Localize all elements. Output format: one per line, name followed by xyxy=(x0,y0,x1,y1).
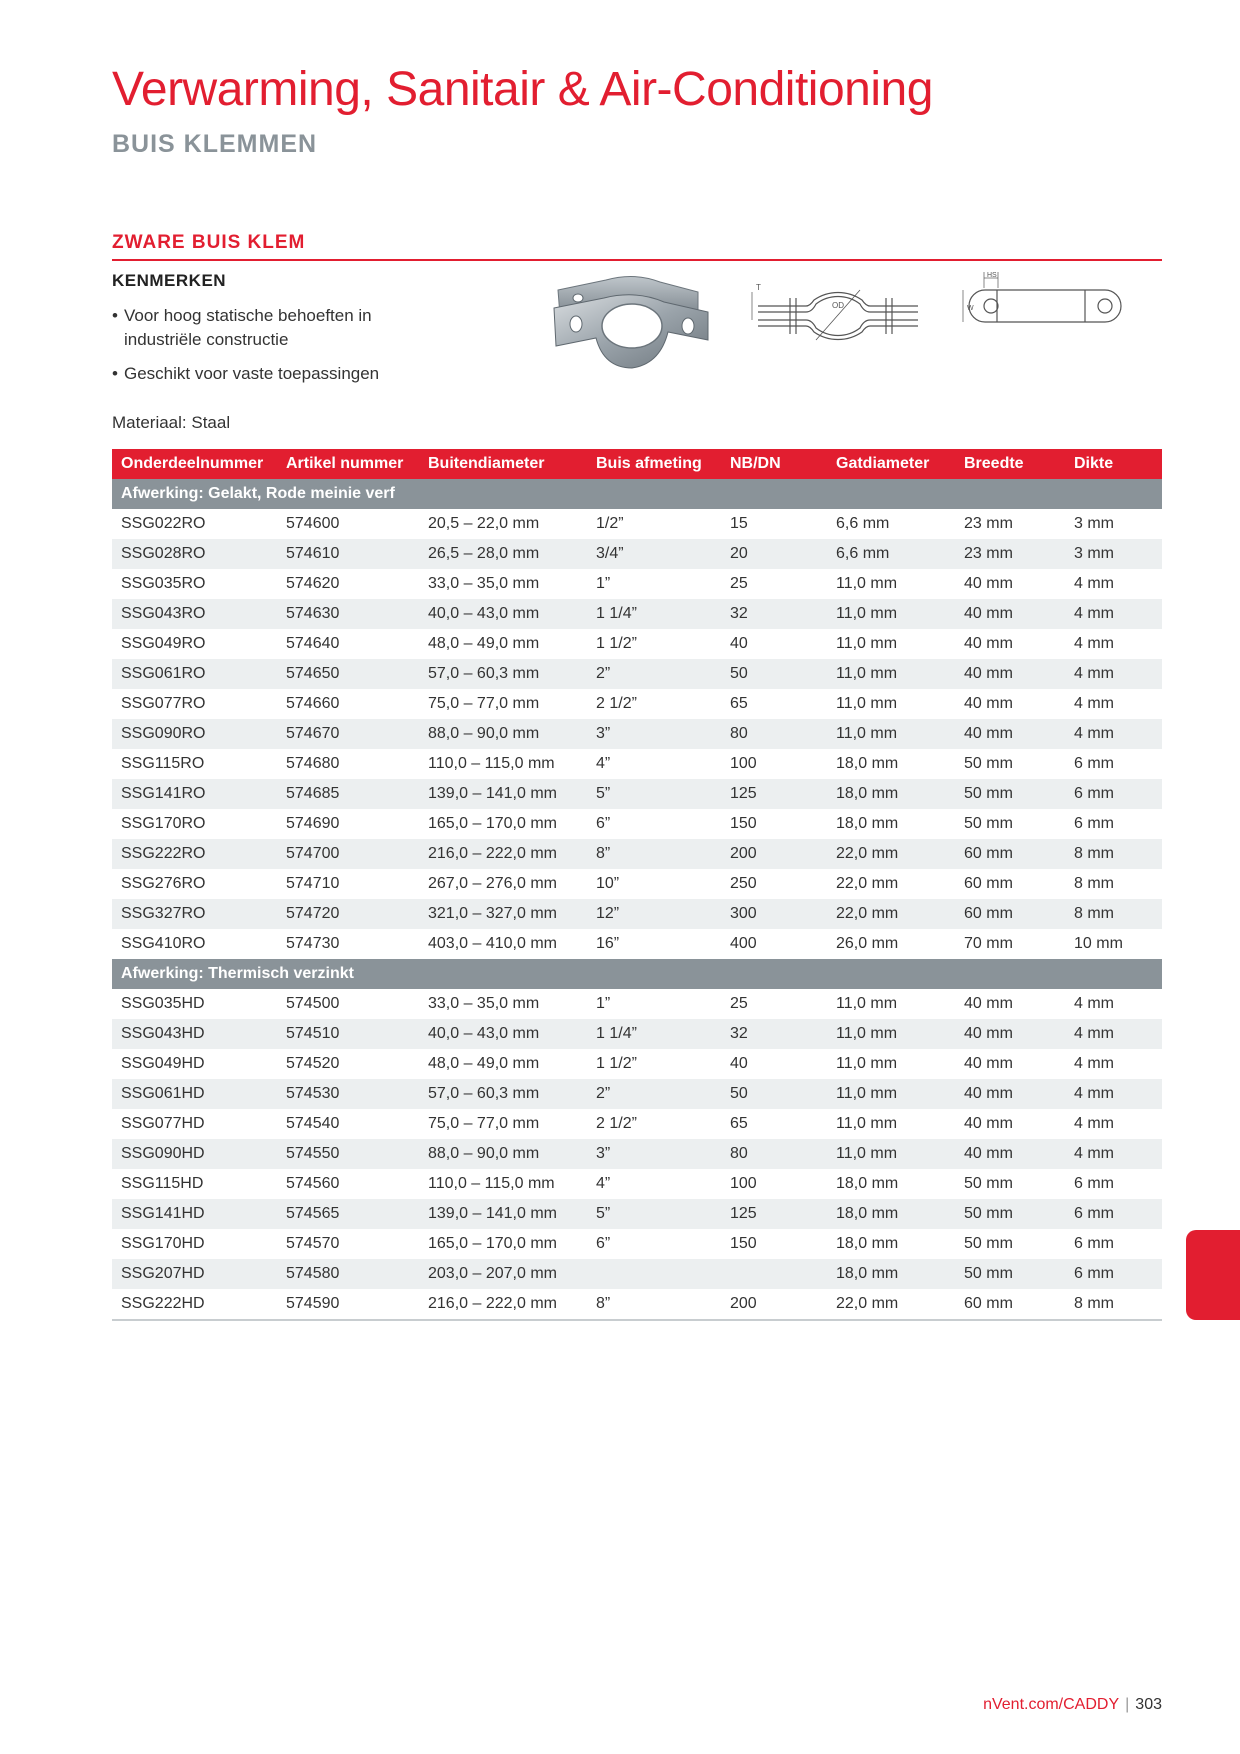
table-cell: 40 xyxy=(730,635,748,652)
table-cell: 11,0 mm xyxy=(836,1055,898,1072)
table-cell: 26,0 mm xyxy=(836,935,899,952)
table-cell: 3” xyxy=(587,1139,721,1169)
table-cell: 11,0 mm xyxy=(827,599,955,629)
table-cell: 33,0 – 35,0 mm xyxy=(428,575,540,592)
table-cell: 2 1/2” xyxy=(596,695,637,712)
table-cell: 8 mm xyxy=(1065,839,1162,869)
table-cell: 8 mm xyxy=(1065,899,1162,929)
table-cell: SSG222RO xyxy=(112,839,277,869)
spec-table xyxy=(112,449,1162,1321)
table-cell: 40 mm xyxy=(955,599,1065,629)
table-cell: 6 mm xyxy=(1065,1259,1162,1289)
table-cell xyxy=(721,1259,827,1289)
group-header-row xyxy=(112,959,1162,989)
group-label: Afwerking: Thermisch verzinkt xyxy=(112,959,1162,989)
clamp-side-diagram xyxy=(748,268,928,363)
hs-label: HS xyxy=(987,272,997,279)
table-cell: 4” xyxy=(596,755,611,772)
table-cell: 80 xyxy=(721,1139,827,1169)
table-cell: 574650 xyxy=(277,659,419,689)
section-tab-marker xyxy=(1186,1230,1240,1320)
table-row xyxy=(112,1019,1162,1049)
table-cell: 1 1/4” xyxy=(587,1019,721,1049)
feature-item: • Geschikt voor vaste toepassingen xyxy=(112,362,442,386)
table-cell: 4 mm xyxy=(1065,1079,1162,1109)
table-cell: 11,0 mm xyxy=(827,1079,955,1109)
page-subtitle: BUIS KLEMMEN xyxy=(112,130,318,158)
table-cell: 574500 xyxy=(286,995,340,1012)
table-cell: 139,0 – 141,0 mm xyxy=(419,779,587,809)
table-cell: SSG090RO xyxy=(112,719,277,749)
table-cell: SSG043RO xyxy=(112,599,277,629)
table-cell: 40 mm xyxy=(964,575,1013,592)
table-cell: 60 mm xyxy=(955,839,1065,869)
table-cell: 574700 xyxy=(277,839,419,869)
table-cell: 11,0 mm xyxy=(836,1115,898,1132)
table-cell: 57,0 – 60,3 mm xyxy=(419,659,587,689)
table-row xyxy=(112,1139,1162,1169)
table-cell: 40 mm xyxy=(964,635,1013,652)
table-cell: 574590 xyxy=(277,1289,419,1320)
table-cell: 50 xyxy=(721,659,827,689)
table-cell: 22,0 mm xyxy=(827,899,955,929)
table-cell: 40 mm xyxy=(955,1019,1065,1049)
table-cell: 18,0 mm xyxy=(836,815,899,832)
table-cell: 4 mm xyxy=(1065,659,1162,689)
page-number: 303 xyxy=(1135,1696,1162,1713)
page-title: Verwarming, Sanitair & Air-Conditioning xyxy=(112,63,933,116)
table-cell: 139,0 – 141,0 mm xyxy=(419,1199,587,1229)
table-cell: 6,6 mm xyxy=(836,515,890,532)
table-cell: 6 mm xyxy=(1065,1199,1162,1229)
table-cell: 18,0 mm xyxy=(827,779,955,809)
table-cell: 6” xyxy=(596,815,611,832)
table-cell: 40,0 – 43,0 mm xyxy=(419,599,587,629)
table-row xyxy=(112,599,1162,629)
table-cell: 216,0 – 222,0 mm xyxy=(419,1289,587,1320)
column-header: Onderdeelnummer xyxy=(112,449,277,479)
table-cell: 32 xyxy=(721,1019,827,1049)
table-cell: 574620 xyxy=(286,575,340,592)
table-cell: 1/2” xyxy=(596,515,624,532)
table-cell: 60 mm xyxy=(955,899,1065,929)
column-header: Buis afmeting xyxy=(587,449,721,479)
table-cell: 75,0 – 77,0 mm xyxy=(428,695,540,712)
table-row xyxy=(112,869,1162,899)
table-cell: 403,0 – 410,0 mm xyxy=(428,935,557,952)
table-cell: SSG028RO xyxy=(112,539,277,569)
table-cell: SSG327RO xyxy=(112,899,277,929)
group-header-row xyxy=(112,479,1162,509)
table-row xyxy=(112,1049,1162,1079)
table-cell: 3/4” xyxy=(587,539,721,569)
table-cell: 50 mm xyxy=(964,1235,1013,1252)
table-body xyxy=(112,479,1162,1320)
table-cell: 321,0 – 327,0 mm xyxy=(419,899,587,929)
group-label: Afwerking: Gelakt, Rode meinie verf xyxy=(112,479,1162,509)
features-heading: KENMERKEN xyxy=(112,271,227,290)
table-cell: 300 xyxy=(721,899,827,929)
table-cell: 574600 xyxy=(286,515,340,532)
table-cell: SSG077RO xyxy=(121,695,206,712)
table-cell: 267,0 – 276,0 mm xyxy=(428,875,557,892)
table-cell: 150 xyxy=(730,1235,757,1252)
table-cell: 574530 xyxy=(277,1079,419,1109)
table-cell: SSG410RO xyxy=(121,935,206,952)
table-cell: SSG035HD xyxy=(121,995,205,1012)
table-cell: 574610 xyxy=(277,539,419,569)
table-cell: 6,6 mm xyxy=(827,539,955,569)
table-cell: 574520 xyxy=(286,1055,340,1072)
table-cell: 11,0 mm xyxy=(836,575,898,592)
table-cell: SSG061RO xyxy=(112,659,277,689)
table-cell: SSG061HD xyxy=(112,1079,277,1109)
table-cell: SSG035RO xyxy=(121,575,206,592)
table-cell: 6 mm xyxy=(1074,815,1114,832)
table-cell: SSG049HD xyxy=(121,1055,205,1072)
table-cell: 11,0 mm xyxy=(836,995,898,1012)
table-cell: SSG276RO xyxy=(121,875,206,892)
table-cell: 574560 xyxy=(286,1175,340,1192)
table-cell: 4 mm xyxy=(1065,599,1162,629)
table-cell: SSG115HD xyxy=(121,1175,204,1192)
table-cell: 50 mm xyxy=(964,755,1013,772)
table-cell: 40 mm xyxy=(955,719,1065,749)
table-cell: 50 mm xyxy=(964,1175,1013,1192)
table-cell: 40 mm xyxy=(964,1115,1013,1132)
table-cell: 25 xyxy=(730,995,748,1012)
table-cell: 40 mm xyxy=(955,659,1065,689)
column-header: Artikel nummer xyxy=(277,449,419,479)
table-cell: 26,5 – 28,0 mm xyxy=(419,539,587,569)
table-cell: 3 mm xyxy=(1065,539,1162,569)
table-cell: 2” xyxy=(587,1079,721,1109)
table-cell: 4 mm xyxy=(1065,1019,1162,1049)
table-cell: 574710 xyxy=(286,875,340,892)
table-cell: 18,0 mm xyxy=(827,1259,955,1289)
column-header: Dikte xyxy=(1065,449,1162,479)
table-cell: 165,0 – 170,0 mm xyxy=(428,1235,557,1252)
table-row xyxy=(112,1289,1162,1320)
table-cell: 23 mm xyxy=(955,539,1065,569)
table-row xyxy=(112,689,1162,719)
table-cell: 4” xyxy=(596,1175,611,1192)
table-row xyxy=(112,1229,1162,1259)
table-cell: 80 xyxy=(721,719,827,749)
table-cell: SSG170RO xyxy=(121,815,206,832)
table-cell: 6 mm xyxy=(1074,1175,1114,1192)
table-cell: 574540 xyxy=(286,1115,340,1132)
table-cell: 10 mm xyxy=(1074,935,1123,952)
table-row xyxy=(112,809,1162,839)
table-cell: 18,0 mm xyxy=(827,1199,955,1229)
table-cell: 50 mm xyxy=(955,1199,1065,1229)
table-cell: 2” xyxy=(587,659,721,689)
table-cell: 574550 xyxy=(277,1139,419,1169)
table-cell: 22,0 mm xyxy=(827,839,955,869)
table-cell: 60 mm xyxy=(955,1289,1065,1320)
table-cell: 8” xyxy=(587,1289,721,1320)
table-cell: 88,0 – 90,0 mm xyxy=(419,1139,587,1169)
table-cell: 70 mm xyxy=(964,935,1013,952)
table-cell: 203,0 – 207,0 mm xyxy=(419,1259,587,1289)
footer-separator: | xyxy=(1125,1696,1130,1713)
table-row xyxy=(112,1079,1162,1109)
table-cell: SSG141HD xyxy=(112,1199,277,1229)
table-cell: 33,0 – 35,0 mm xyxy=(428,995,540,1012)
table-cell: 32 xyxy=(721,599,827,629)
table-cell: 574685 xyxy=(277,779,419,809)
table-cell: 100 xyxy=(730,755,757,772)
table-cell: 6 mm xyxy=(1065,779,1162,809)
feature-item: • Voor hoog statische behoeften in industriële constructie xyxy=(112,304,442,352)
table-cell: 50 xyxy=(721,1079,827,1109)
features-list xyxy=(112,304,442,396)
table-cell: 574680 xyxy=(286,755,340,772)
table-cell: SSG043HD xyxy=(112,1019,277,1049)
section-divider xyxy=(112,259,1162,261)
column-header: Breedte xyxy=(955,449,1065,479)
table-cell: 125 xyxy=(721,779,827,809)
table-cell: 8 mm xyxy=(1065,1289,1162,1320)
page-footer xyxy=(983,1696,1162,1714)
table-cell: 60 mm xyxy=(964,875,1013,892)
material-text: Materiaal: Staal xyxy=(112,413,231,432)
table-cell: 12” xyxy=(587,899,721,929)
table-row xyxy=(112,749,1162,779)
table-cell: 200 xyxy=(721,1289,827,1320)
table-row xyxy=(112,719,1162,749)
table-cell: 5” xyxy=(587,1199,721,1229)
table-row xyxy=(112,1109,1162,1139)
table-cell: 65 xyxy=(730,695,748,712)
table-cell: SSG170HD xyxy=(121,1235,205,1252)
table-cell: 574690 xyxy=(286,815,340,832)
table-cell: 88,0 – 90,0 mm xyxy=(419,719,587,749)
table-cell: 1 1/2” xyxy=(596,635,637,652)
table-cell: 10” xyxy=(596,875,620,892)
table-cell: 16” xyxy=(596,935,620,952)
t-label: T xyxy=(756,283,761,292)
table-cell: 110,0 – 115,0 mm xyxy=(428,1175,555,1192)
table-cell: 100 xyxy=(730,1175,757,1192)
table-row xyxy=(112,1199,1162,1229)
table-row xyxy=(112,569,1162,599)
table-cell: 23 mm xyxy=(964,515,1013,532)
table-cell: 574580 xyxy=(277,1259,419,1289)
table-cell: 22,0 mm xyxy=(836,875,899,892)
table-cell: 574510 xyxy=(277,1019,419,1049)
table-header-row xyxy=(112,449,1162,479)
table-cell: 48,0 – 49,0 mm xyxy=(428,635,540,652)
table-cell: 4 mm xyxy=(1065,1139,1162,1169)
footer-link[interactable]: nVent.com/CADDY xyxy=(983,1696,1120,1713)
table-row xyxy=(112,929,1162,959)
column-header: Buitendiameter xyxy=(419,449,587,479)
table-cell: 4 mm xyxy=(1074,1115,1114,1132)
table-cell: 2 1/2” xyxy=(596,1115,637,1132)
table-cell: 574640 xyxy=(286,635,340,652)
table-cell: 574660 xyxy=(286,695,340,712)
table-cell: 574570 xyxy=(286,1235,340,1252)
table-cell: 50 mm xyxy=(955,1259,1065,1289)
table-row xyxy=(112,509,1162,539)
table-cell: 200 xyxy=(721,839,827,869)
table-cell: 65 xyxy=(730,1115,748,1132)
table-cell: 6 mm xyxy=(1074,755,1114,772)
table-row xyxy=(112,899,1162,929)
table-cell: 125 xyxy=(721,1199,827,1229)
table-cell: 20,5 – 22,0 mm xyxy=(428,515,540,532)
table-cell: 40 mm xyxy=(964,695,1013,712)
table-cell: 4 mm xyxy=(1074,995,1114,1012)
table-cell: SSG049RO xyxy=(121,635,206,652)
table-cell: 57,0 – 60,3 mm xyxy=(419,1079,587,1109)
product-title: ZWARE BUIS KLEM xyxy=(112,232,306,253)
table-cell: 3 mm xyxy=(1074,515,1114,532)
table-cell: 4 mm xyxy=(1074,575,1114,592)
table-row xyxy=(112,539,1162,569)
table-cell: 8” xyxy=(587,839,721,869)
table-row xyxy=(112,839,1162,869)
table-cell: 11,0 mm xyxy=(827,719,955,749)
table-cell: 11,0 mm xyxy=(827,1139,955,1169)
table-cell: 574630 xyxy=(277,599,419,629)
table-cell: 11,0 mm xyxy=(827,1019,955,1049)
table-cell: 25 xyxy=(730,575,748,592)
table-cell: SSG115RO xyxy=(121,755,205,772)
table-cell: 48,0 – 49,0 mm xyxy=(428,1055,540,1072)
table-cell: 110,0 – 115,0 mm xyxy=(428,755,555,772)
table-cell: 574670 xyxy=(277,719,419,749)
table-cell: 1” xyxy=(596,575,611,592)
table-cell: 18,0 mm xyxy=(836,1235,899,1252)
table-cell: 3” xyxy=(587,719,721,749)
table-cell: SSG207HD xyxy=(112,1259,277,1289)
table-cell: 22,0 mm xyxy=(827,1289,955,1320)
w-label: W xyxy=(967,305,974,312)
table-cell: 6” xyxy=(596,1235,611,1252)
pipe-clamp-photo xyxy=(548,268,718,376)
table-cell: 6 mm xyxy=(1074,1235,1114,1252)
table-cell: 574730 xyxy=(286,935,340,952)
column-header: NB/DN xyxy=(721,449,827,479)
table-cell: 4 mm xyxy=(1074,635,1114,652)
table-cell: 50 mm xyxy=(955,779,1065,809)
table-cell: 250 xyxy=(730,875,757,892)
table-cell: SSG077HD xyxy=(121,1115,205,1132)
table-cell xyxy=(587,1259,721,1289)
table-cell: 4 mm xyxy=(1065,719,1162,749)
table-cell: 1 1/2” xyxy=(596,1055,637,1072)
table-row xyxy=(112,779,1162,809)
od-label: OD xyxy=(832,301,844,310)
table-cell: 40 mm xyxy=(964,1055,1013,1072)
table-cell: 11,0 mm xyxy=(836,635,898,652)
table-cell: 40 xyxy=(730,1055,748,1072)
table-cell: 11,0 mm xyxy=(827,659,955,689)
table-row xyxy=(112,629,1162,659)
table-cell: 40 mm xyxy=(955,1139,1065,1169)
table-cell: 8 mm xyxy=(1074,875,1114,892)
table-cell: 165,0 – 170,0 mm xyxy=(428,815,557,832)
table-row xyxy=(112,659,1162,689)
table-cell: 1” xyxy=(596,995,611,1012)
table-cell: SSG222HD xyxy=(112,1289,277,1320)
table-cell: 18,0 mm xyxy=(836,1175,899,1192)
table-row xyxy=(112,989,1162,1019)
table-cell: 1 1/4” xyxy=(587,599,721,629)
table-cell: 11,0 mm xyxy=(836,695,898,712)
table-cell: 40 mm xyxy=(955,1079,1065,1109)
table-cell: 40,0 – 43,0 mm xyxy=(419,1019,587,1049)
table-cell: SSG141RO xyxy=(112,779,277,809)
table-cell: 75,0 – 77,0 mm xyxy=(428,1115,540,1132)
table-cell: 20 xyxy=(721,539,827,569)
table-cell: 40 mm xyxy=(964,995,1013,1012)
table-cell: SSG090HD xyxy=(112,1139,277,1169)
table-row xyxy=(112,1169,1162,1199)
table-cell: 4 mm xyxy=(1074,1055,1114,1072)
table-cell: 4 mm xyxy=(1074,695,1114,712)
table-cell: 574565 xyxy=(277,1199,419,1229)
table-cell: 400 xyxy=(730,935,757,952)
column-header: Gatdiameter xyxy=(827,449,955,479)
table-cell: 50 mm xyxy=(964,815,1013,832)
table-cell: 574720 xyxy=(277,899,419,929)
table-cell: 5” xyxy=(587,779,721,809)
table-cell: SSG022RO xyxy=(121,515,206,532)
table-cell: 18,0 mm xyxy=(836,755,899,772)
table-row xyxy=(112,1259,1162,1289)
table-cell: 15 xyxy=(730,515,748,532)
table-cell: 150 xyxy=(730,815,757,832)
table-cell: 216,0 – 222,0 mm xyxy=(419,839,587,869)
clamp-top-diagram xyxy=(955,268,1145,338)
